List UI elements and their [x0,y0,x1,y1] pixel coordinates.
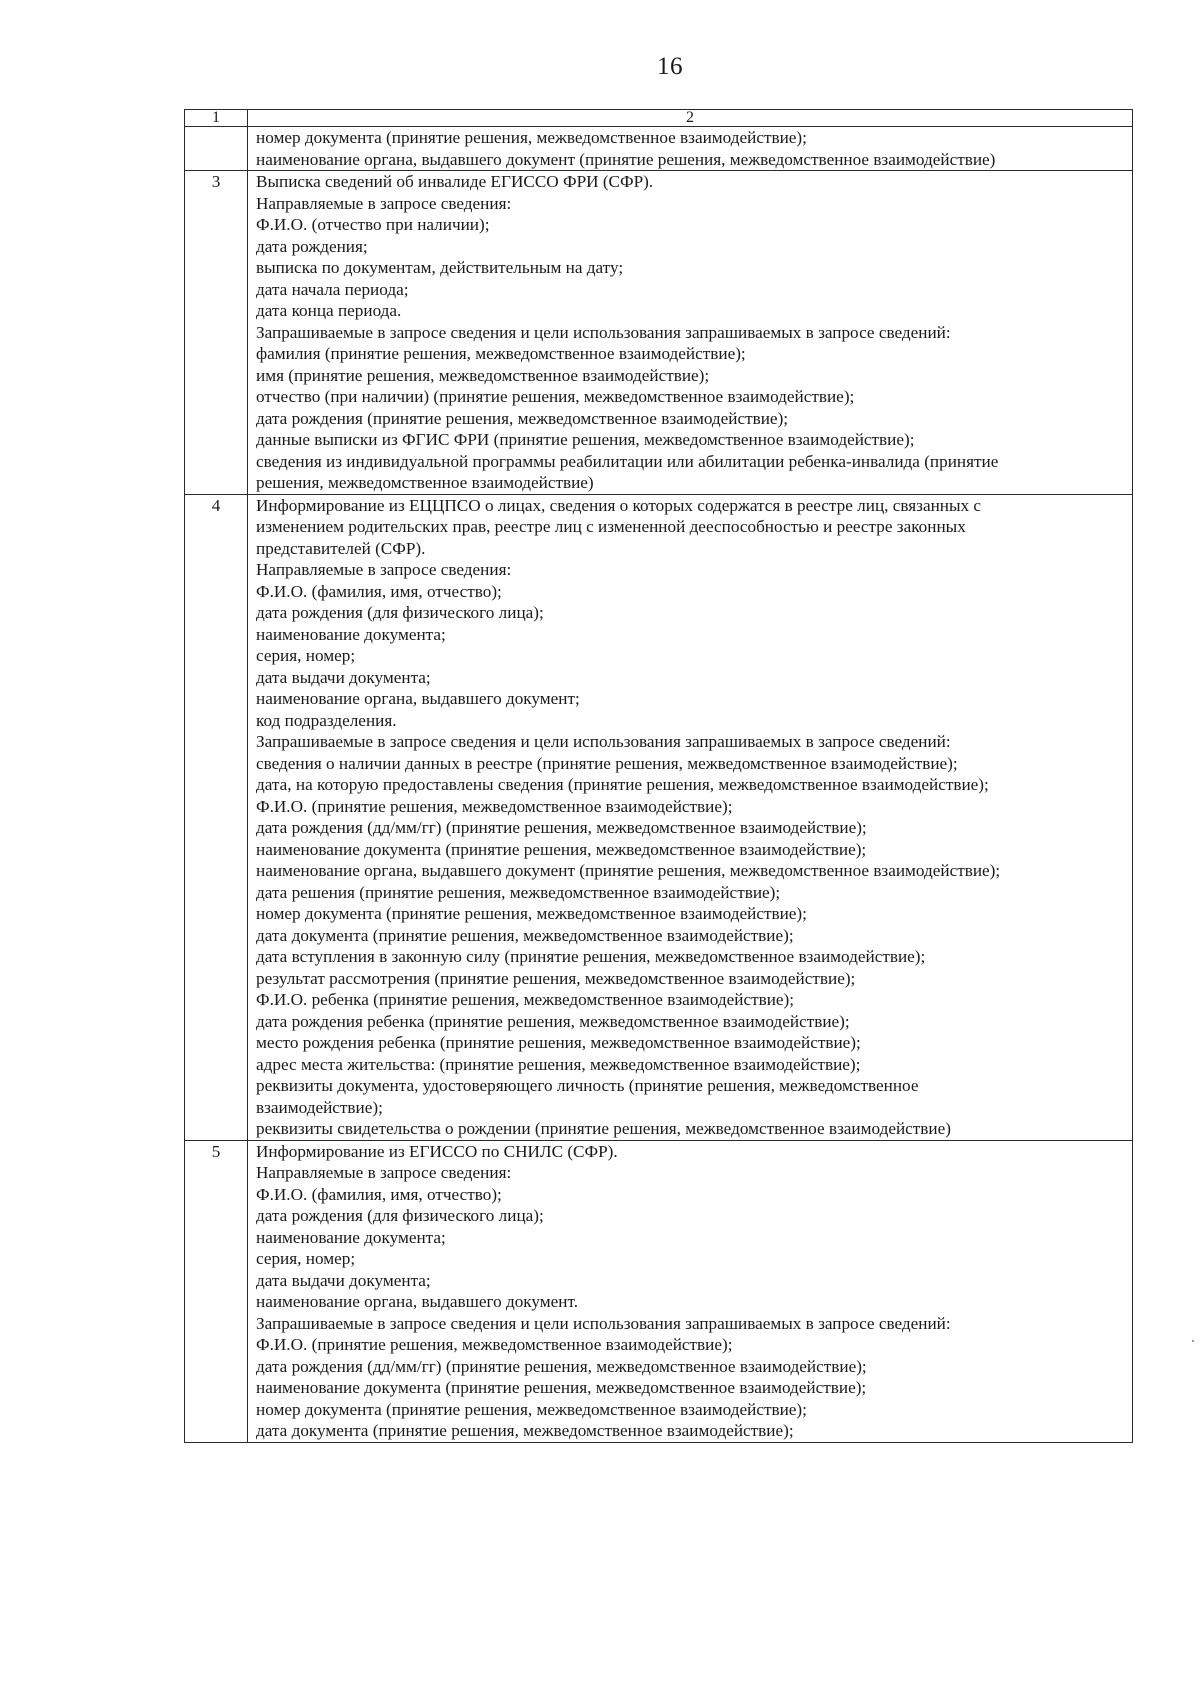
row-text-line: наименование документа (принятие решения, межведомственное взаимодействие); [256,839,867,859]
row-text-line: место рождения ребенка (принятие решения, межведомственное взаимодействие); [256,1033,861,1052]
row-text-line: реквизиты документа, удостоверяющего личность (принятие решения, межведомственное [256,1076,919,1095]
row-text-line: Ф.И.О. (отчество при наличии); [256,215,490,234]
scan-mark [1192,1340,1194,1342]
table-row [185,171,1133,495]
row-text-line: дата вступления в законную силу (принятие решения, межведомственное взаимодействие); [256,947,926,966]
table-row [185,127,1133,171]
row-text-line: дата решения (принятие решения, межведомственное взаимодействие); [256,882,781,902]
row-text-line: наименование органа, выдавшего документ. [256,1292,579,1311]
row-text-line: представителей (СФР). [256,538,426,558]
row-content [248,171,1133,495]
row-text-line: наименование документа; [256,1227,446,1247]
row-text-line: наименование органа, выдавшего документ; [256,689,580,708]
row-text-line: дата документа (принятие решения, межведомственное взаимодействие); [256,1421,794,1440]
row-number: 4 [185,494,248,1140]
table-header-col-2: 2 [248,110,1133,127]
row-text-line: Информирование из ЕГИССО по СНИЛС (СФР). [256,1141,618,1161]
row-text-line: Ф.И.О. (фамилия, имя, отчество); [256,1184,502,1204]
row-text-line: имя (принятие решения, межведомственное взаимодействие); [256,365,710,385]
row-text-line: дата конца периода. [256,301,402,320]
row-text-line: наименование документа; [256,624,446,644]
table-header-col-1: 1 [185,110,248,127]
row-text-line: дата рождения ребенка (принятие решения, межведомственное взаимодействие); [256,1011,850,1031]
row-text-line: Запрашиваемые в запросе сведения и цели использования запрашиваемых в запросе сведений: [256,732,951,751]
row-text-line: дата рождения (принятие решения, межведомственное взаимодействие); [256,408,789,428]
table-row [185,494,1133,1140]
row-text-line: номер документа (принятие решения, межведомственное взаимодействие); [256,128,807,147]
row-text-line: Запрашиваемые в запросе сведения и цели использования запрашиваемых в запросе сведений: [256,322,951,342]
row-text-line: результат рассмотрения (принятие решения, межведомственное взаимодействие); [256,968,856,988]
row-text-line: Ф.И.О. (принятие решения, межведомственное взаимодействие); [256,796,733,816]
row-text-line: фамилия (принятие решения, межведомственное взаимодействие); [256,344,746,363]
row-text-line: дата документа (принятие решения, межведомственное взаимодействие); [256,925,794,945]
row-text-line: изменением родительских прав, реестре лиц с измененной дееспособностью и реестре законных [256,517,966,536]
row-text-line: номер документа (принятие решения, межведомственное взаимодействие); [256,1399,807,1419]
row-text-line: дата рождения (для физического лица); [256,1206,544,1225]
table-header-row [185,110,1133,127]
table-row [185,1140,1133,1442]
row-text-line: серия, номер; [256,1249,356,1268]
row-text-line: дата рождения; [256,236,368,256]
row-text-line: Направляемые в запросе сведения: [256,560,512,579]
row-text-line: дата выдачи документа; [256,1270,431,1290]
row-content [248,1140,1133,1442]
row-text-line: Направляемые в запросе сведения: [256,193,512,213]
row-text-line: выписка по документам, действительным на дату; [256,258,624,277]
row-content [248,494,1133,1140]
row-text-line: наименование органа, выдавшего документ (принятие решения, межведомственное взаимодействие) [256,149,996,169]
row-text-line: решения, межведомственное взаимодействие) [256,473,594,492]
row-number: 5 [185,1140,248,1442]
document-table [184,109,1133,1443]
row-text-line: сведения о наличии данных в реестре (принятие решения, межведомственное взаимодействие); [256,753,958,773]
row-text-line: дата рождения (для физического лица); [256,603,544,622]
row-text-line: данные выписки из ФГИС ФРИ (принятие решения, межведомственное взаимодействие); [256,430,915,449]
row-text-line: Информирование из ЕЦЦПСО о лицах, сведения о которых содержатся в реестре лиц, связанных с [256,495,982,515]
row-text-line: Запрашиваемые в запросе сведения и цели использования запрашиваемых в запросе сведений: [256,1313,951,1333]
row-text-line: серия, номер; [256,646,356,665]
row-text-line: дата, на которую предоставлены сведения (принятие решения, межведомственное взаимодействие); [256,775,989,794]
row-text-line: номер документа (принятие решения, межведомственное взаимодействие); [256,904,807,923]
row-text-line: адрес места жительства: (принятие решения, межведомственное взаимодействие); [256,1054,861,1074]
row-text-line: дата выдачи документа; [256,667,431,687]
row-text-line: Ф.И.О. (принятие решения, межведомственное взаимодействие); [256,1335,733,1354]
row-text-line: Ф.И.О. (фамилия, имя, отчество); [256,581,502,601]
row-text-line: отчество (при наличии) (принятие решения, межведомственное взаимодействие); [256,387,855,406]
row-text-line: код подразделения. [256,710,397,730]
row-number: 3 [185,171,248,495]
row-text-line: Ф.И.О. ребенка (принятие решения, межведомственное взаимодействие); [256,990,795,1009]
row-text-line: взаимодействие); [256,1097,383,1117]
row-text-line: дата рождения (дд/мм/гг) (принятие решения, межведомственное взаимодействие); [256,1356,867,1376]
row-content [248,127,1133,171]
row-text-line: наименование органа, выдавшего документ (принятие решения, межведомственное взаимодействие); [256,861,1001,880]
row-text-line: Выписка сведений об инвалиде ЕГИССО ФРИ (СФР). [256,172,654,191]
row-text-line: Направляемые в запросе сведения: [256,1163,512,1182]
row-number [185,127,248,171]
page-number: 16 [657,53,683,80]
row-text-line: реквизиты свидетельства о рождении (принятие решения, межведомственное взаимодействие) [256,1119,951,1138]
row-text-line: дата рождения (дд/мм/гг) (принятие решения, межведомственное взаимодействие); [256,818,867,837]
row-text-line: дата начала периода; [256,279,409,299]
row-text-line: сведения из индивидуальной программы реабилитации или абилитации ребенка-инвалида (принятие [256,451,999,471]
row-text-line: наименование документа (принятие решения, межведомственное взаимодействие); [256,1378,867,1397]
